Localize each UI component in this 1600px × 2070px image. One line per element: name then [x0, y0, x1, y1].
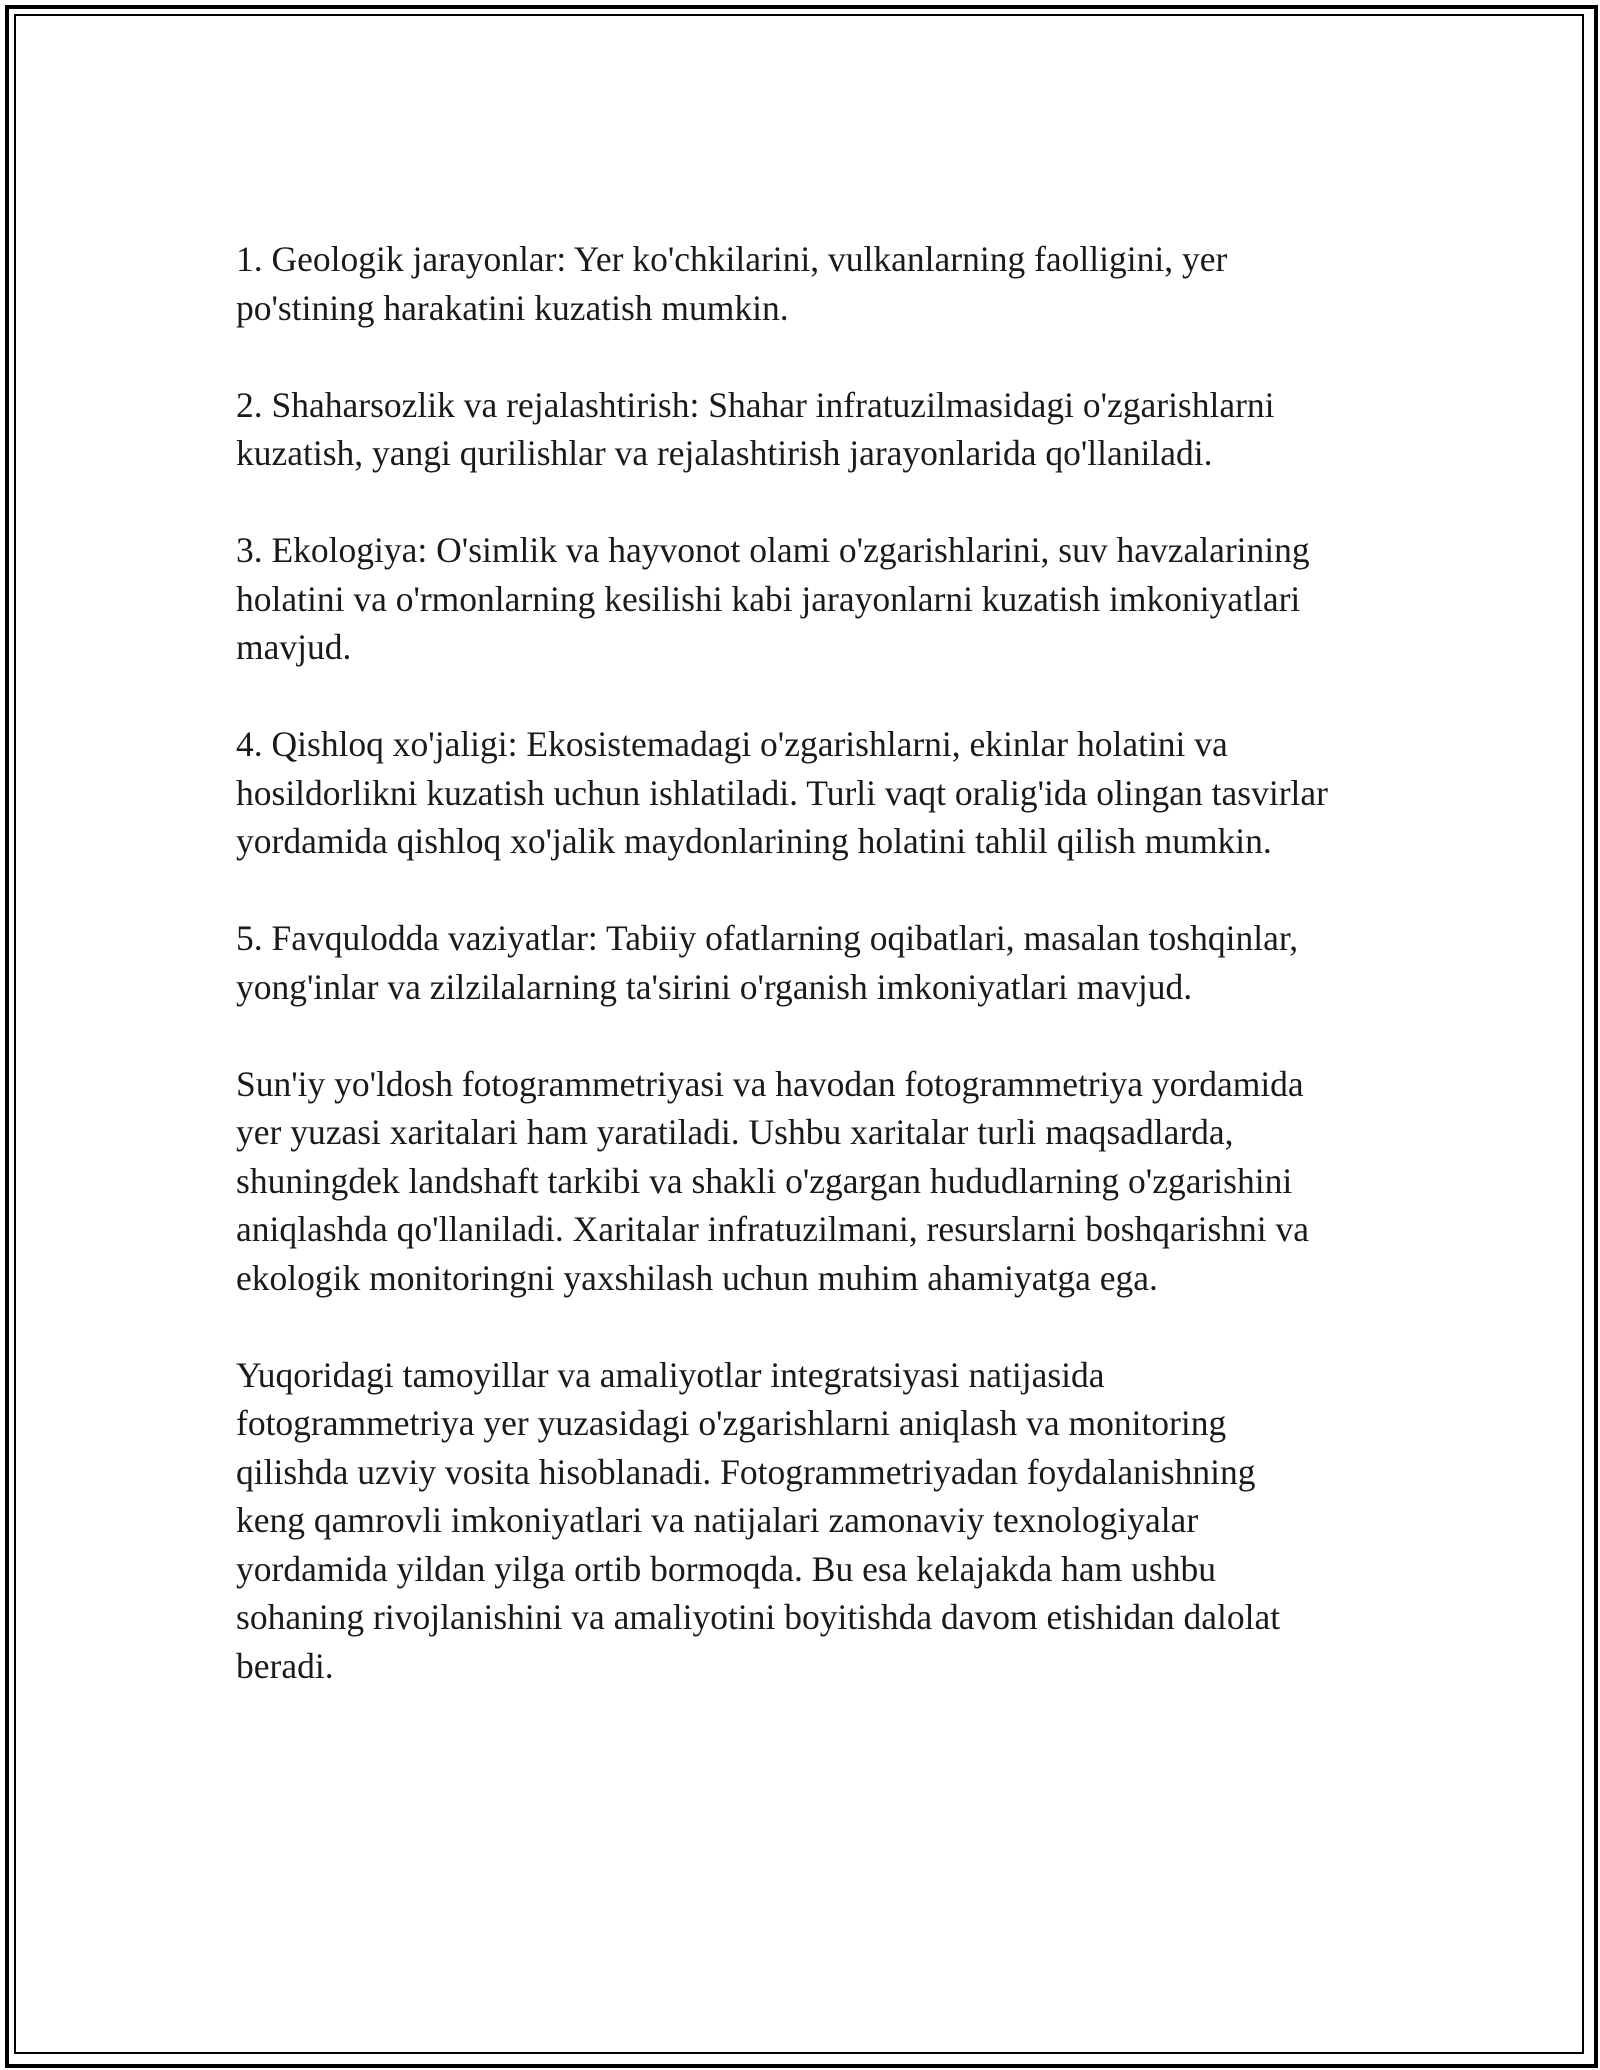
paragraph-xaritalar: Sun'iy yo'ldosh fotogrammetriyasi va havodan fotogrammetriya yordamida yer yuzasi xaritalari ham yaratiladi. Ushbu xaritalar turli maqsadlarda, shuningdek landshaft tarkibi va shakli o'zgargan hududlarning o'zgarishini aniqlashda qo'llaniladi. Xaritalar infratuzilmani, resurslarni boshqarishni va ekologik monitoringni yaxshilash uchun muhim ahamiyatga ega.	[236, 1063, 1310, 1298]
paragraph-favqulodda-vaziyatlar: 5. Favqulodda vaziyatlar: Tabiiy ofatlarning oqibatlari, masalan toshqinlar, yong'inlar va zilzilalarning ta'sirini o'rganish imkoniyatlari mavjud.	[236, 918, 1299, 1007]
paragraph-xulosa: Yuqoridagi tamoyillar va amaliyotlar integratsiyasi natijasida fotogrammetriya yer yuzasidagi o'zgarishlarni aniqlash va monitoring qilishda uzviy vosita hisoblanadi. Fotogrammetriyadan foydalanishning keng qamrovli imkoniyatlari va natijalari zamonaviy texnologiyalar yordamida yildan yilga ortib bormoqda. Bu esa kelajakda ham ushbu sohaning rivojlanishini va amaliyotini boyitishda davom etishidan dalolat beradi.	[236, 1354, 1281, 1686]
document-body	[236, 235, 1396, 1690]
paragraph-geologik-jarayonlar: 1. Geologik jarayonlar: Yer ko'chkilarini, vulkanlarning faolligini, yer po'stining harakatini kuzatish mumkin.	[236, 239, 1228, 328]
paragraph-shaharsozlik: 2. Shaharsozlik va rejalashtirish: Shahar infratuzilmasidagi o'zgarishlarni kuzatish, yangi qurilishlar va rejalashtirish jarayonlarida qo'llaniladi.	[236, 384, 1275, 473]
paragraph-qishloq-xojaligi: 4. Qishloq xo'jaligi: Ekosistemadagi o'zgarishlarni, ekinlar holatini va hosildorlikni kuzatish uchun ishlatiladi. Turli vaqt oralig'ida olingan tasvirlar yordamida qishloq xo'jalik maydonlarining holatini tahlil qilish mumkin.	[236, 724, 1328, 861]
paragraph-ekologiya: 3. Ekologiya: O'simlik va hayvonot olami o'zgarishlarini, suv havzalarining holatini va o'rmonlarning kesilishi kabi jarayonlarni kuzatish imkoniyatlari mavjud.	[236, 530, 1310, 667]
